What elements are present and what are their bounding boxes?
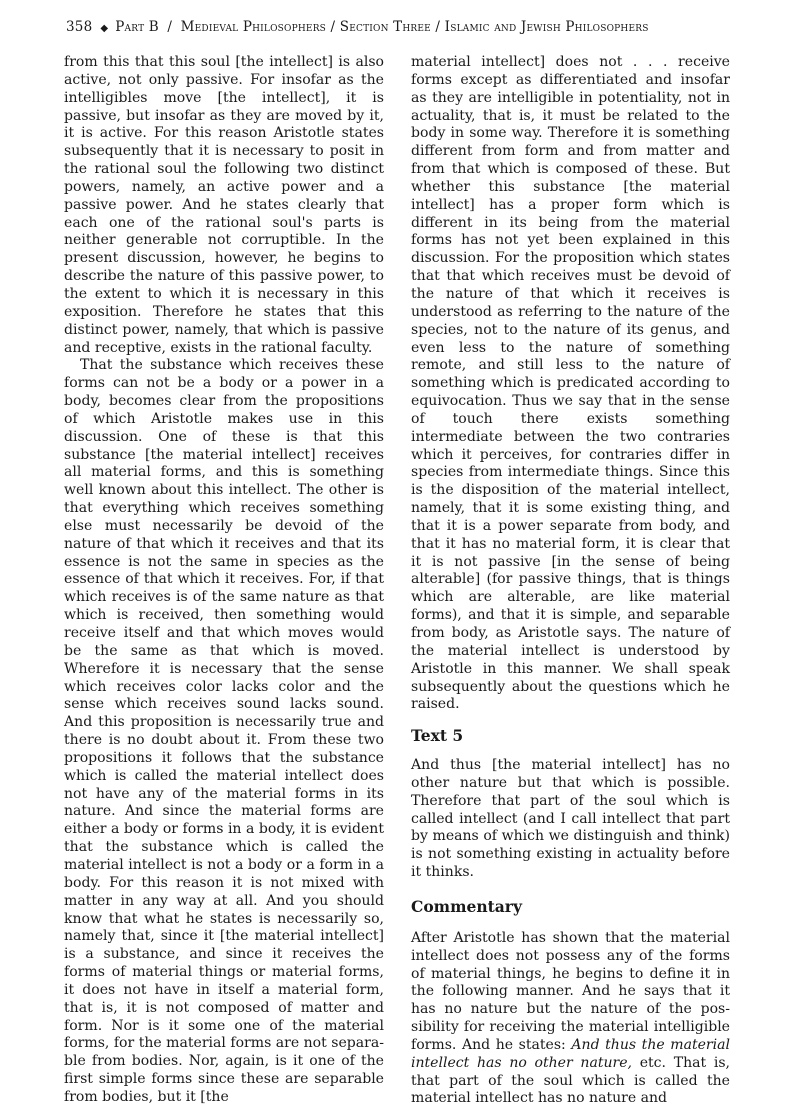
commentary-body [411,930,730,1108]
running-head [66,19,746,35]
left-paragraph-2: That the substance which receives these forms can not be a body or a power in a body, becomes clear from the propositions of which Aristotle makes use in this discussion. One of these is that this substance [the material intellect] receives all material forms, and this is something well known about this intellect. The other is that everything which receives something else must necessarily be devoid of the nature of that which it receives and that its essence is not the same in species as the essence of that which it receives. For, if that which receives is of the same nature as that which is received, then something would receive itself and that which moves would be the same as that which is moved. Wherefore it is necessary that the sense which receives color lacks color and the sense which receives sound lacks sound. And this proposition is necessarily true and there is no doubt about it. From these two propositions it follows that the substance which is called the material intellect does not have any of the material forms in its nature. And since the material forms are either a body or forms in a body, it is evident that the substance which is called the material intellect is not a body or a form in a body. For this reason it is not mixed with matter in any way at all. And you should know that what he states is necessarily so, namely that, since it [the material intellect] is a substance, and since it receives the forms of material things or material forms, it does not have in itself a material form, that is, it is not composed of matter and form. Nor is it some one of the material forms, for the material forms are not separable from bodies. Nor, again, is it one of the first simple forms since these are separable from bodies, but it [the [64,357,384,1105]
running-head-section-path: Medieval Philosophers / Section Three / Islamic and Jewish Philosophers [180,19,649,35]
text5-heading: Text 5 [411,726,464,746]
page-number: 358 [66,19,93,35]
commentary-heading: Commentary [411,896,522,916]
running-head-separator: / [167,19,173,35]
running-head-part: Part B [115,19,159,35]
right-column [411,54,730,1108]
diamond-ornament-icon: ◆ [100,23,109,34]
commentary-text-2: etc. That is, that part of the soul which is called the material intellect has no nature and [411,1054,730,1107]
commentary-quote: And thus the material intellect has no other nature, [411,1036,730,1071]
left-column [64,54,384,1107]
right-paragraph-1: material intellect] does not . . . receive forms except as differentiated and insofar as they are intelligible in potentiality, not in actuality, that is, it must be related to the body in some way. Therefore it is something different from form and from matter and from that which is composed of these. But whether this substance [the material intellect] has a proper form which is different in its being from the material forms has not yet been explained in this discussion. For the proposition which states that that which receives must be devoid of the nature of that which it receives is understood as referring to the nature of the species, not to the nature of its genus, and even less to the nature of something remote, and still less to the nature of something which is predicated according to equivocation. Thus we say that in the sense of touch there exists something intermediate between the two contraries which it perceives, for contraries differ in species from intermediate things. Since this is the disposition of the material intellect, namely, that it is some existing thing, and that it is a power separate from body, and that it has no material form, it is clear that it is not passive [in the sense of being alterable] (for passive things, that is things which are alterable, are like material forms), and that it is simple, and separable from body, as Aristotle says. The nature of the material intellect is understood by Aristotle in this manner. We shall speak subsequently about the questions which he raised. [411,54,730,713]
left-paragraph-1: from this that this soul [the intellect] is also active, not only passive. For insofar as the intelligibles move [the intellect], it is passive, but insofar as they are moved by it, it is active. For this reason Aristotle states subsequently that it is necessary to posit in the rational soul the following two distinct powers, namely, an active power and a passive power. And he states clearly that each one of the rational soul's parts is neither generable not corruptible. In the present discussion, however, he begins to describe the nature of this passive power, to the extent to which it is necessary in this exposition. Therefore he states that this distinct power, namely, that which is passive and receptive, exists in the rational faculty. [64,54,384,356]
commentary-text-1: After Aristotle has shown that the material intellect does not possess any of the forms of material things, he begins to define it in the following manner. And he says that it has no nature but the nature of the possibility for receiving the material intelligible forms. And he states: [411,929,730,1053]
text5-body: And thus [the material intellect] has no other nature but that which is possible. Therefore that part of the soul which is called intellect (and I call intellect that part by means of which we distinguish and think) is not something existing in actuality before it thinks. [411,757,730,881]
